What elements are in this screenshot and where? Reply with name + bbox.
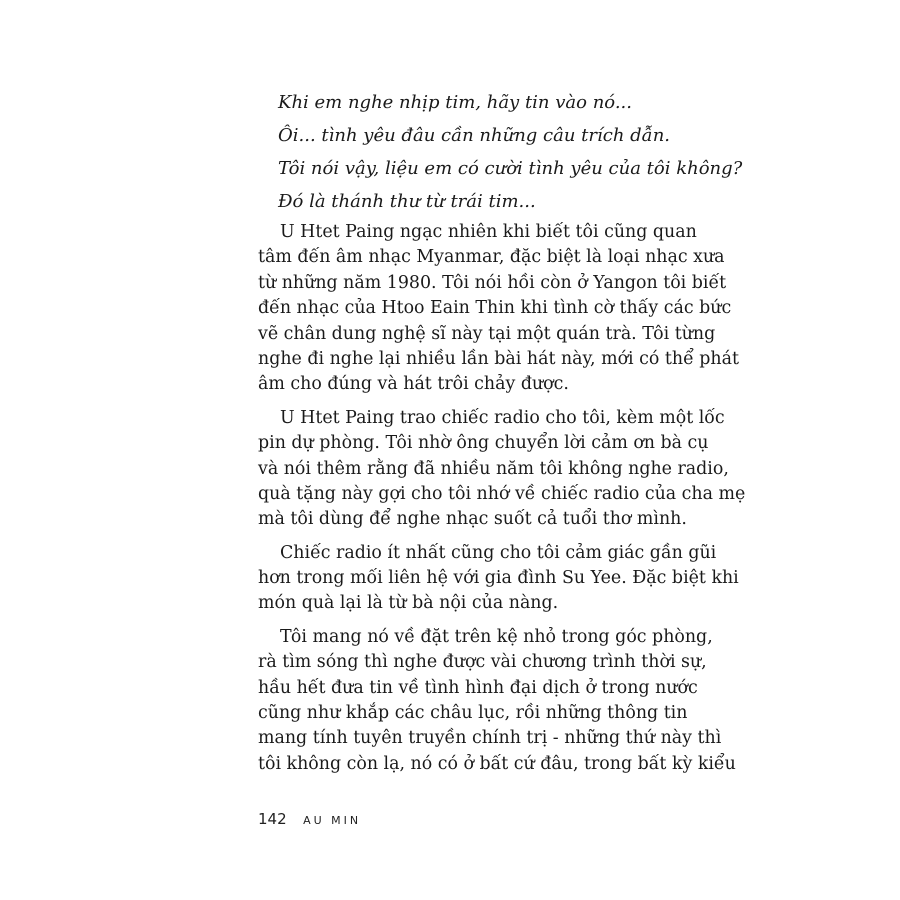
paragraph-line: quà tặng này gợi cho tôi nhớ về chiếc radio của cha mẹ [258,483,746,504]
paragraph-line: vẽ chân dung nghệ sĩ này tại một quán trà. Tôi từng [258,323,716,344]
paragraph-line: tâm đến âm nhạc Myanmar, đặc biệt là loại nhạc xưa [258,247,725,268]
paragraph-line: âm cho đúng và hát trôi chảy được. [258,374,569,395]
poem-verses [258,86,743,218]
paragraph-line: món quà lại là từ bà nội của nàng. [258,593,559,614]
paragraph-line: pin dự phòng. Tôi nhờ ông chuyển lời cảm ơn bà cụ [258,433,709,454]
paragraph-line: tôi không còn lạ, nó có ở bất cứ đâu, trong bất kỳ kiểu [258,753,736,774]
verse-line: Tôi nói vậy, liệu em có cười tình yêu của tôi không? [278,158,743,179]
verse-line: Khi em nghe nhịp tim, hãy tin vào nó... [278,92,632,113]
paragraph-line: cũng như khắp các châu lục, rồi những thông tin [258,703,688,724]
paragraph-line: mà tôi dùng để nghe nhạc suốt cả tuổi thơ mình. [258,509,687,530]
page-number: 142 [258,810,287,828]
paragraph-line: U Htet Paing ngạc nhiên khi biết tôi cũng quan [280,222,697,242]
paragraph-line: hầu hết đưa tin về tình hình đại dịch ở trong nước [258,677,698,698]
paragraph-line: nghe đi nghe lại nhiều lần bài hát này, mới có thể phát [258,348,739,369]
paragraph-line: từ những năm 1980. Tôi nói hồi còn ở Yangon tôi biết [258,272,727,293]
paragraph-2 [258,406,746,533]
paragraph-line: và nói thêm rằng đã nhiều năm tôi không nghe radio, [258,458,729,479]
paragraph-line: mang tính tuyên truyền chính trị - những thứ này thì [258,728,722,749]
verse-line: Ôi... tình yêu đâu cần những câu trích dẫn. [278,125,671,146]
page-footer [258,810,361,828]
paragraph-line: hơn trong mối liên hệ với gia đình Su Yee. Đặc biệt khi [258,568,739,589]
running-author: AU MIN [303,814,362,827]
paragraph-line: rà tìm sóng thì nghe được vài chương trình thời sự, [258,652,707,673]
verse-line: Đó là thánh thư từ trái tim... [278,191,536,212]
book-page-body [258,86,746,777]
paragraph-line: Chiếc radio ít nhất cũng cho tôi cảm giác gần gũi [280,542,717,563]
paragraph-line: U Htet Paing trao chiếc radio cho tôi, kèm một lốc [280,407,725,428]
paragraph-4 [258,625,736,777]
paragraph-line: đến nhạc của Htoo Eain Thin khi tình cờ thấy các bức [258,298,732,319]
paragraph-1 [258,220,739,398]
paragraph-line: Tôi mang nó về đặt trên kệ nhỏ trong góc phòng, [280,626,713,647]
paragraph-3 [258,541,739,617]
